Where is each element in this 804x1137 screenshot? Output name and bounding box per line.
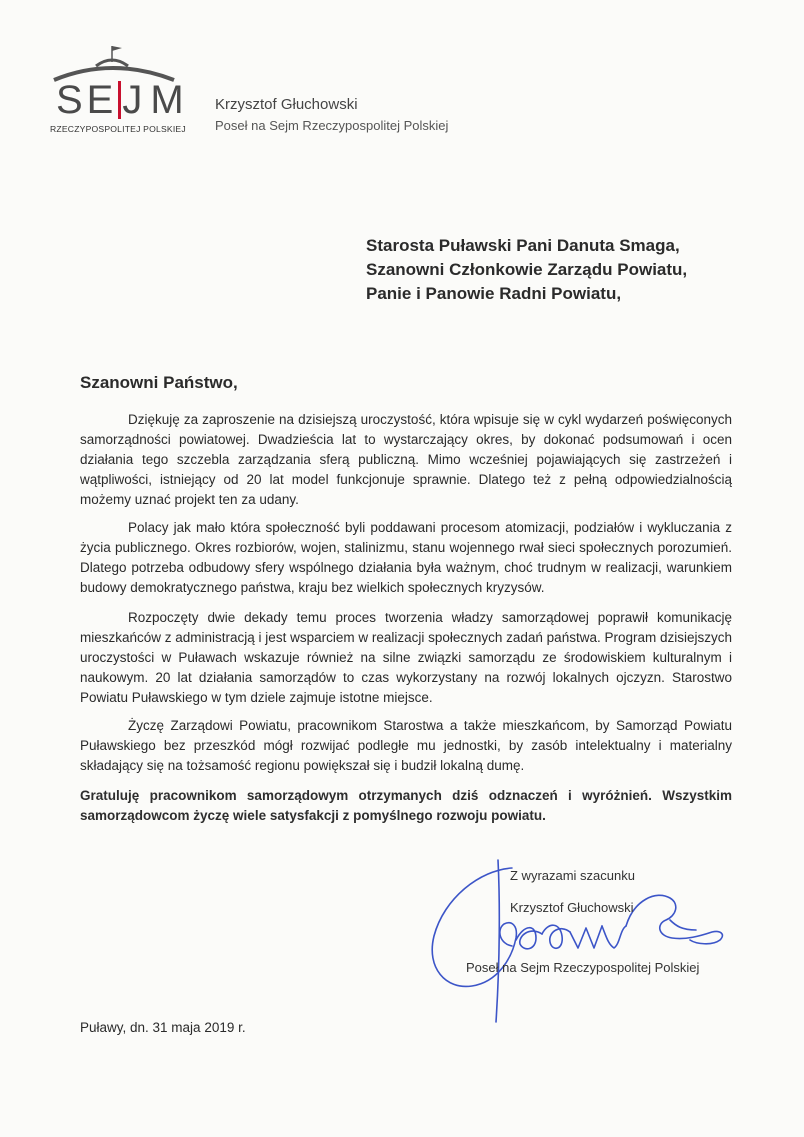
logo-word-middle: J bbox=[122, 78, 147, 122]
logo-word-right: M bbox=[150, 78, 188, 122]
author-name: Krzysztof Głuchowski bbox=[215, 96, 358, 113]
congratulations-paragraph: Gratuluję pracownikom samorządowym otrzymanych dziś odznaczeń i wyróżnień. Wszystkim samorządowcom życzę wiele satysfakcji z pomyślnego rozwoju powiatu. bbox=[80, 788, 732, 823]
place-and-date: Puławy, dn. 31 maja 2019 r. bbox=[80, 1020, 246, 1035]
body-paragraph: Rozpoczęty dwie dekady temu proces tworzenia władzy samorządowej poprawił komunikację mieszkańców z administracją i jest wsparciem w realizacji społecznych zadań państwa. Program dzisiejszych uroczystości w Puławach wskazuje również na silne związki samorządu ze środowiskiem kulturalnym i naukowym. 20 lat działania samorządów to czas wykorzystany na rozwój lokalnych ojczyzn. Starostwo Powiatu Puławskiego w tym dziele zajmuje istotne miejsce. bbox=[80, 610, 732, 705]
closing-role: Poseł na Sejm Rzeczypospolitej Polskiej bbox=[466, 960, 700, 975]
addressee-line: Panie i Panowie Radni Powiatu, bbox=[366, 284, 622, 303]
closing-name: Krzysztof Głuchowski bbox=[510, 900, 634, 915]
sejm-logo bbox=[50, 40, 188, 140]
addressee-line: Szanowni Członkowie Zarządu Powiatu, bbox=[366, 260, 688, 279]
logo-word-left: SE bbox=[56, 78, 118, 122]
body-paragraph: Dziękuję za zaproszenie na dzisiejszą uroczystość, która wpisuje się w cykl wydarzeń poświęconych samorządności powiatowej. Dwadzieścia lat to wystarczający okres, by dokonać podsumowań i ocen działania tego szczebla zarządzania sferą publiczną. Mimo wcześniej pojawiających się zastrzeżeń i wątpliwości, istniejący od 20 lat model funkcjonuje sprawnie. Dlatego też z pełną odpowiedzialnością możemy uznać projekt ten za udany. bbox=[80, 412, 732, 507]
logo-wordmark bbox=[56, 78, 188, 122]
body-paragraph: Życzę Zarządowi Powiatu, pracownikom Starostwa a także mieszkańcom, by Samorząd Powiatu Puławskiego bez przeszkód mógł rozwijać podległe mu jednostki, by zasób intelektualny i materialny składający się na tożsamość regionu powiększał się i budził lokalną dumę. bbox=[80, 718, 732, 773]
salutation: Szanowni Państwo, bbox=[80, 373, 238, 392]
closing-regards: Z wyrazami szacunku bbox=[510, 868, 635, 883]
addressee-block bbox=[366, 234, 687, 306]
logo-subtitle: RZECZYPOSPOLITEJ POLSKIEJ bbox=[50, 124, 186, 134]
body-paragraph: Polacy jak mało która społeczność byli poddawani procesom atomizacji, podziałów i wykluczania z życia publicznego. Okres rozbiorów, wojen, stalinizmu, stanu wojennego rwał sieci społecznych porozumień. Dlatego potrzeba odbudowy sfery wspólnego działania była ważnym, choć trudnym w realizacji, warunkiem budowy demokratycznego państwa, kraju bez wielkich społecznych kryzysów. bbox=[80, 520, 732, 595]
author-role: Poseł na Sejm Rzeczypospolitej Polskiej bbox=[215, 118, 449, 133]
addressee-line: Starosta Puławski Pani Danuta Smaga, bbox=[366, 236, 680, 255]
logo-red-bar bbox=[118, 81, 121, 119]
